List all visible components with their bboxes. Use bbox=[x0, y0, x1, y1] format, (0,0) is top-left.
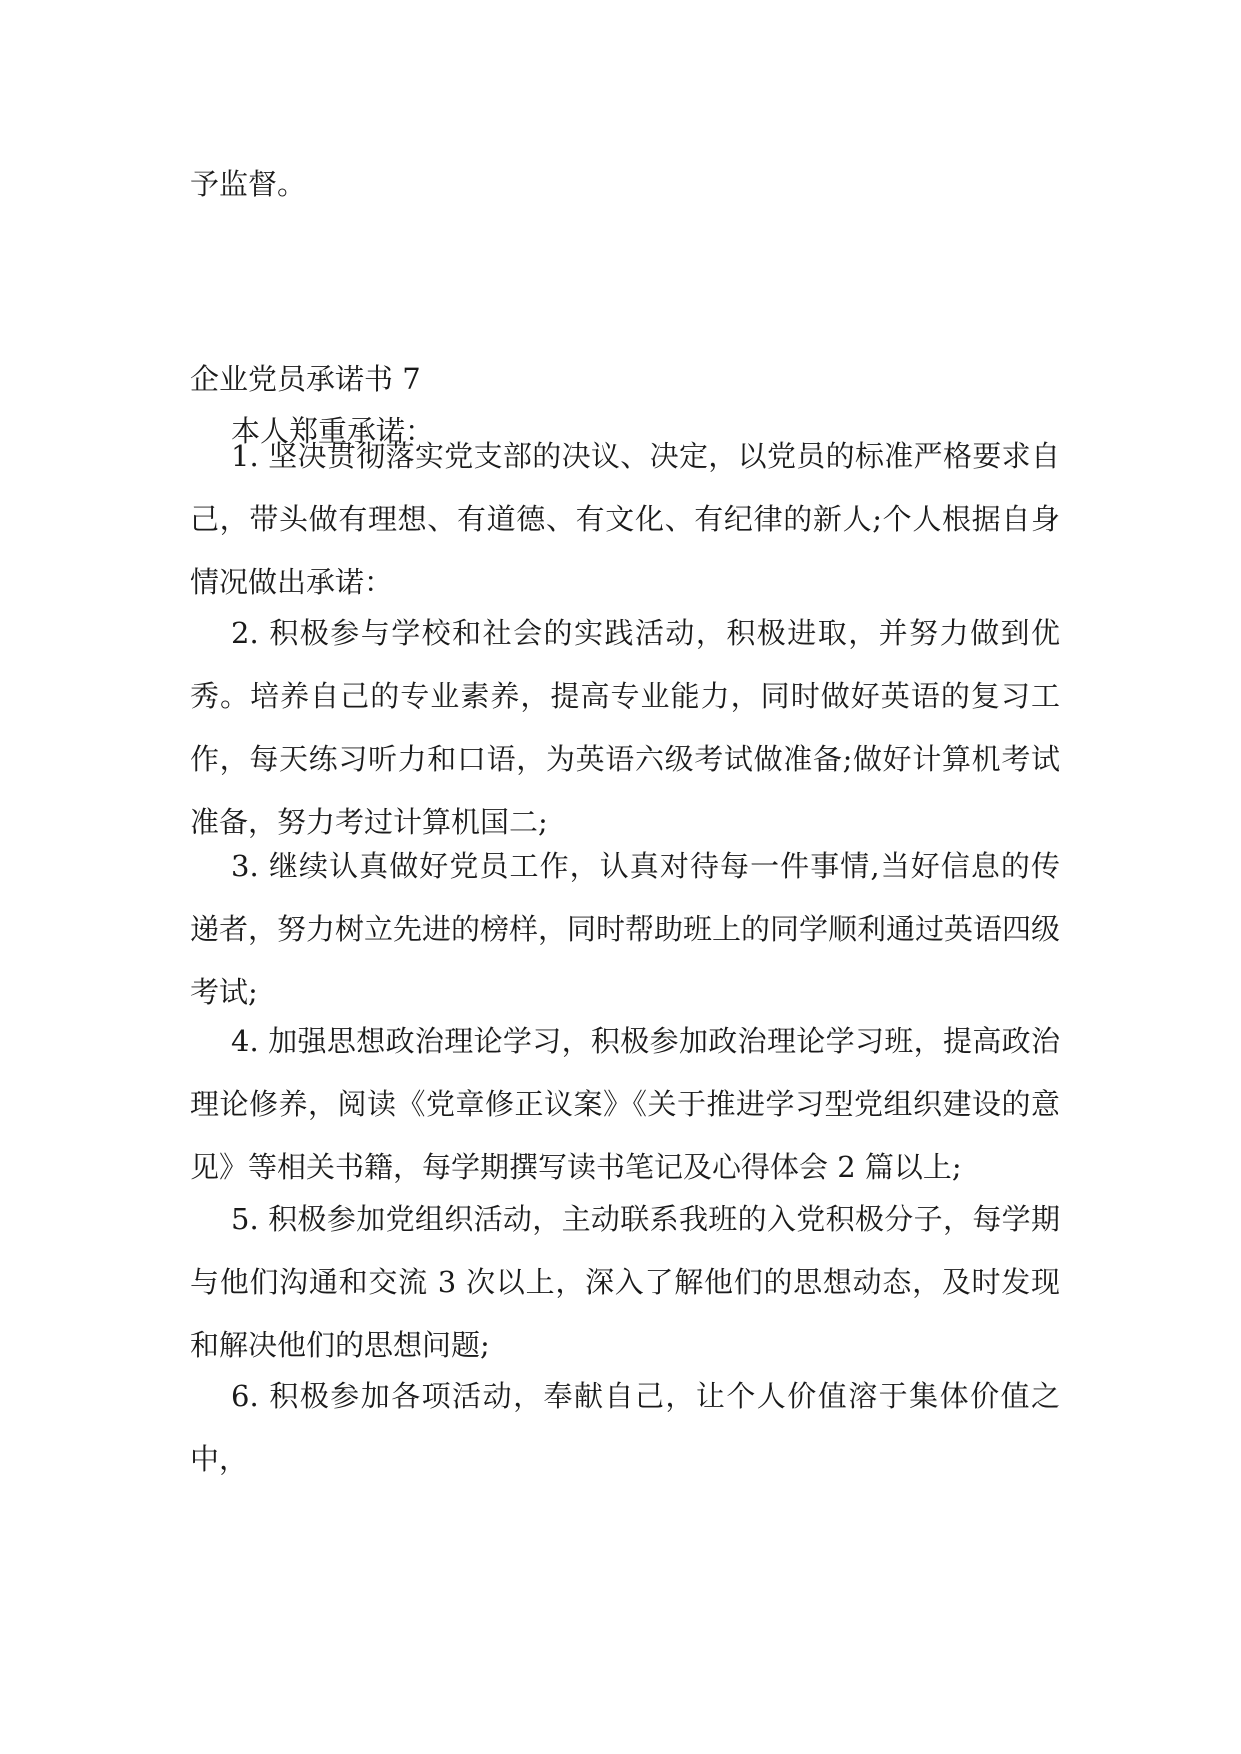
intro-paragraph: 本人郑重承诺： bbox=[231, 414, 435, 448]
list-item: 3. 继续认真做好党员工作，认真对待每一件事情,当好信息的传递者，努力树立先进的榜样，同时帮助班上的同学顺利通过英语四级考试; bbox=[190, 849, 1061, 1009]
list-item: 4. 加强思想政治理论学习，积极参加政治理论学习班，提高政治理论修养，阅读《党章修正议案》《关于推进学习型党组织建设的意见》等相关书籍，每学期撰写读书笔记及心得体会 2 篇以上; bbox=[190, 1024, 1060, 1184]
list-item: 1. 坚决贯彻落实党支部的决议、决定，以党员的标准严格要求自己，带头做有理想、有道德、有文化、有纪律的新人;个人根据自身情况做出承诺： bbox=[190, 439, 1060, 599]
list-item: 5. 积极参加党组织活动，主动联系我班的入党积极分子，每学期与他们沟通和交流 3 次以上，深入了解他们的思想动态，及时发现和解决他们的思想问题; bbox=[190, 1202, 1060, 1362]
list-item: 2. 积极参与学校和社会的实践活动，积极进取，并努力做到优秀。培养自己的专业素养，提高专业能力，同时做好英语的复习工作，每天练习听力和口语，为英语六级考试做准备;做好计算机考试准备，努力考过计算机国二; bbox=[190, 616, 1060, 839]
document-title: 企业党员承诺书 7 bbox=[190, 362, 421, 396]
continuation-text: 予监督。 bbox=[190, 167, 307, 201]
list-item: 6. 积极参加各项活动，奉献自己，让个人价值溶于集体价值之中， bbox=[190, 1379, 1060, 1476]
